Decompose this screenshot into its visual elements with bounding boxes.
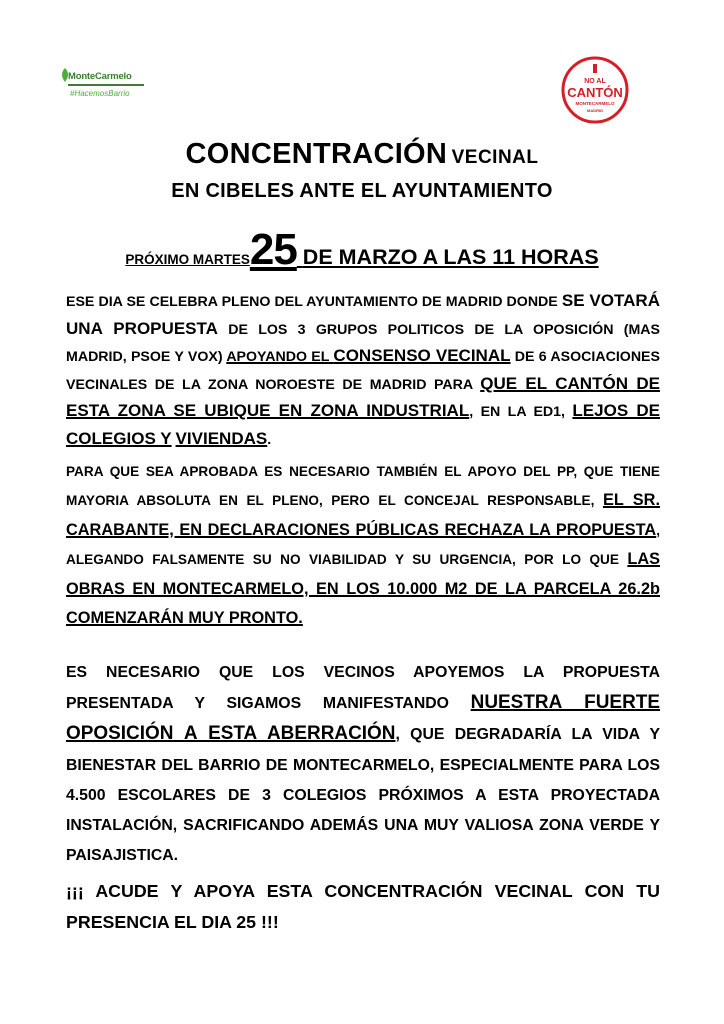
date-prefix: PRÓXIMO MARTES [125,252,250,267]
page-title [0,138,724,171]
p1-text: DE 6 ASOCIACIONES VECINALES DE LA ZONA NOROESTE DE MADRID PARA [66,349,660,393]
p1-text: . [267,431,272,448]
logo-line3: MONTECARMELO [575,101,615,106]
bin-icon [593,64,597,73]
p1-text: DE LOS 3 GRUPOS POLITICOS DE LA OPOSICIÓN (MAS MADRID, PSOE Y VOX) [66,321,660,366]
p1-underline: VIVIENDAS [175,428,268,448]
p2-underline: LAS OBRAS EN MONTECARMELO, EN LOS 10.000 M2 DE LA PARCELA 26.2b COMENZARÁN MUY PRONTO. [66,550,660,628]
logo-line2: CANTÓN [567,85,623,100]
paragraph-2 [66,458,660,633]
p1-underline: LEJOS DE COLEGIOS Y [66,401,661,448]
p2-text: PARA QUE SEA APROBADA ES NECESARIO TAMBIÉN EL APOYO DEL PP, QUE TIENE MAYORIA ABSOLUTA EN EL PLENO, PERO EL CONCEJAL RESPONSABLE, [66,464,660,509]
no-al-canton-logo [560,55,630,125]
p3-text: ES NECESARIO QUE LOS VECINOS APOYEMOS LA PROPUESTA PRESENTADA Y SIGAMOS MANIFESTANDO [66,664,660,713]
p2-underline: EL SR. CARABANTE, EN DECLARACIONES PÚBLICAS RECHAZA LA PROPUESTA [66,491,660,539]
date-suffix: DE MARZO A LAS 11 HORAS [302,245,599,269]
title-suffix: VECINAL [451,147,539,168]
p1-underline: CONSENSO VECINAL [333,346,511,366]
title-main: CONCENTRACIÓN [185,138,448,170]
p3-underline: NUESTRA FUERTE OPOSICIÓN A ESTA ABERRACIÓN [66,692,660,745]
logo-tagline: #HacemosBarrio [70,89,130,98]
logo-divider [68,84,144,86]
paragraph-3 [66,658,660,871]
p1-underline: APOYANDO EL [226,349,334,366]
date-day: 25 [249,225,297,274]
paragraph-1 [66,288,660,454]
montecarmelo-logo [60,66,150,106]
p1-emphasis: SE VOTARÁ UNA PROPUESTA [66,291,660,338]
call-to-action: ¡¡¡ ACUDE Y APOYA ESTA CONCENTRACIÓN VECINAL CON TU PRESENCIA EL DIA 25 !!! [66,881,660,932]
logo-line1: NO AL [584,78,606,85]
p1-text: , EN LA ED1, [469,404,573,421]
logo-name: MonteCarmelo [68,71,132,82]
p3-text: , QUE DEGRADARÍA LA VIDA Y BIENESTAR DEL BARRIO DE MONTECARMELO, ESPECIALMENTE PARA LOS 4.500 ESCOLARES DE 3 COLEGIOS PRÓXIMOS A ESTA PROYECTADA INSTALACIÓN, SACRIFICANDO ADEMÁS UNA MUY VALIOSA ZONA VERDE Y PAISAJISTICA. [66,726,660,865]
page-subtitle: EN CIBELES ANTE EL AYUNTAMIENTO [171,180,553,202]
event-date [0,225,724,274]
p2-text: , ALEGANDO FALSAMENTE SU NO VIABILIDAD Y SU URGENCIA, POR LO QUE [66,522,660,568]
p1-underline: QUE EL CANTÓN DE ESTA ZONA SE UBIQUE EN ZONA INDUSTRIAL [66,373,660,421]
p1-text: ESE DIA SE CELEBRA PLENO DEL AYUNTAMIENTO DE MADRID DONDE [66,294,562,310]
logo-line4: MADRID [587,108,603,113]
